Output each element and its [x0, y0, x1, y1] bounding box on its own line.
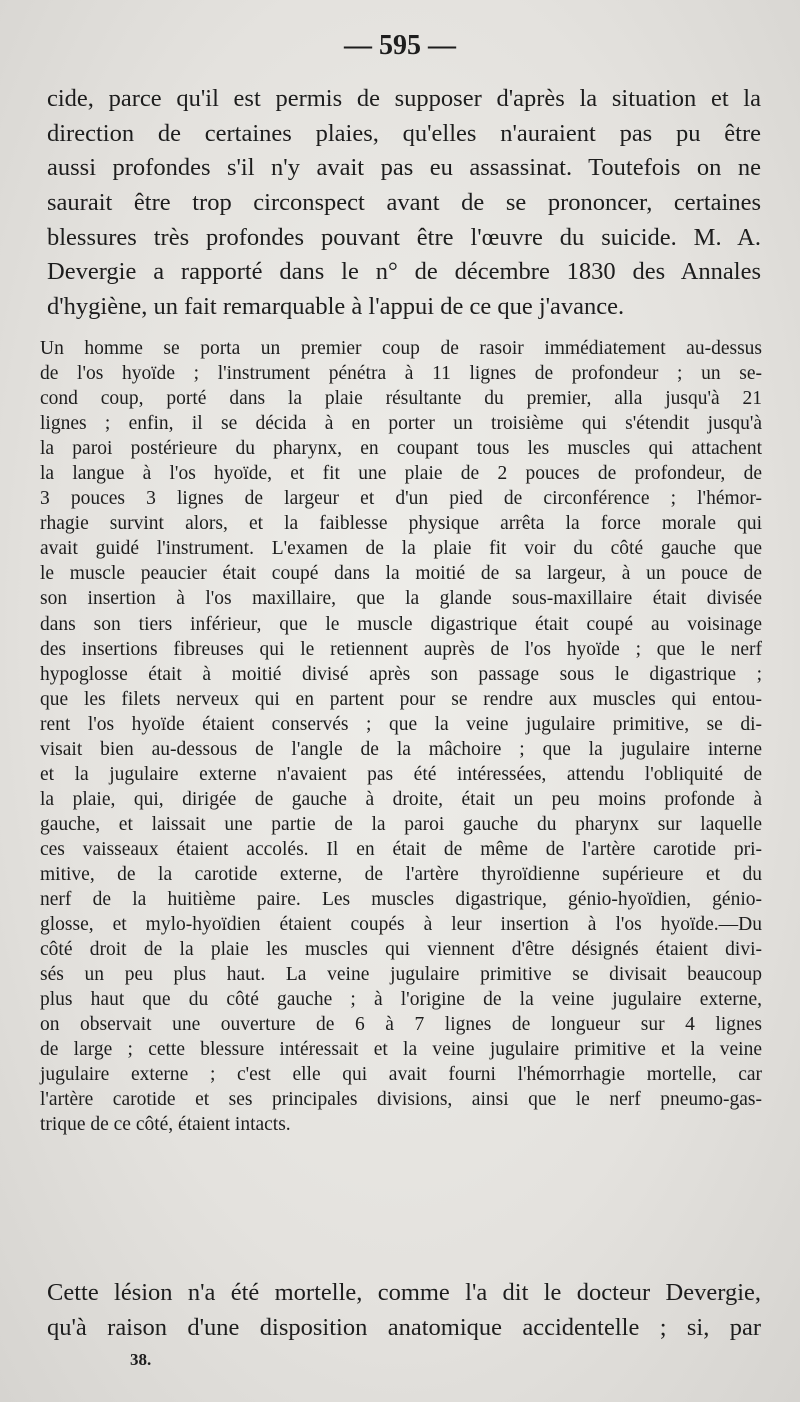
quote-line: Un homme se porta un premier coup de rasoir immédiatement au-dessus — [40, 338, 762, 359]
page-number: — 595 — — [344, 30, 456, 61]
quote-line: avait guidé l'instrument. L'examen de la plaie fit voir du côté gauche que — [40, 538, 762, 560]
text-line: blessures très profondes pouvant être l'œuvre du suicide. M. A. — [47, 223, 761, 251]
quote-line: sés un peu plus haut. La veine jugulaire primitive se divisait beaucoup — [40, 964, 762, 986]
quote-line: la paroi postérieure du pharynx, en coupant tous les muscles qui attachent — [40, 438, 762, 460]
signature-mark: 38. — [130, 1350, 152, 1369]
quote-line: jugulaire externe ; c'est elle qui avait fourni l'hémorrhagie mortelle, car — [40, 1064, 762, 1086]
quote-line: l'artère carotide et ses principales divisions, ainsi que le nerf pneumo-gas- — [40, 1089, 762, 1111]
text-line: aussi profondes s'il n'y avait pas eu assassinat. Toutefois on ne — [47, 154, 761, 182]
quote-line: rent l'os hyoïde étaient conservés ; que la veine jugulaire primitive, se di- — [40, 713, 762, 735]
intro-paragraph — [47, 82, 761, 325]
text-line: qu'à raison d'une disposition anatomique accidentelle ; si, par — [47, 1313, 761, 1341]
quote-line: des insertions fibreuses qui le retiennent auprès de l'os hyoïde ; que le nerf — [40, 638, 762, 660]
quote-line: son insertion à l'os maxillaire, que la glande sous-maxillaire était divisée — [40, 588, 762, 610]
quote-line: on observait une ouverture de 6 à 7 lignes de longueur sur 4 lignes — [40, 1014, 762, 1036]
quote-line: le muscle peaucier était coupé dans la moitié de sa largeur, à un pouce de — [40, 563, 762, 585]
text-line: d'hygiène, un fait remarquable à l'appui de ce que j'avance. — [47, 293, 625, 321]
case-report-quote — [40, 336, 762, 1138]
quote-line: glosse, et mylo-hyoïdien étaient coupés à leur insertion à l'os hyoïde.—Du — [40, 914, 762, 936]
quote-line: nerf de la huitième paire. Les muscles digastrique, génio-hyoïdien, génio- — [40, 889, 762, 911]
text-line: cide, parce qu'il est permis de supposer d'après la situation et la — [47, 85, 761, 112]
quote-line: la plaie, qui, dirigée de gauche à droite, était un peu moins profonde à — [40, 788, 762, 810]
quote-line: de l'os hyoïde ; l'instrument pénétra à 11 lignes de profondeur ; un se- — [40, 363, 762, 385]
quote-line: trique de ce côté, étaient intacts. — [40, 1114, 291, 1136]
text-line: direction de certaines plaies, qu'elles n'auraient pas pu être — [47, 119, 761, 147]
text-line: Cette lésion n'a été mortelle, comme l'a dit le docteur Devergie, — [47, 1279, 761, 1306]
quote-line: plus haut que du côté gauche ; à l'origine de la veine jugulaire externe, — [40, 989, 762, 1011]
quote-line: hypoglosse était à moitié divisé après son passage sous le digastrique ; — [40, 663, 762, 685]
quote-line: de large ; cette blessure intéressait et la veine jugulaire primitive et la veine — [40, 1039, 762, 1061]
quote-line: 3 pouces 3 lignes de largeur et d'un pied de circonférence ; l'hémor- — [40, 488, 762, 510]
text-line: saurait être trop circonspect avant de se prononcer, certaines — [47, 189, 761, 217]
quote-line: et la jugulaire externe n'avaient pas été intéressées, attendu l'obliquité de — [40, 763, 762, 785]
quote-line: gauche, et laissait une partie de la paroi gauche du pharynx sur laquelle — [40, 813, 762, 835]
quote-line: visait bien au-dessous de l'angle de la mâchoire ; que la jugulaire interne — [40, 738, 762, 760]
quote-line: que les filets nerveux qui en partent pour se rendre aux muscles qui entou- — [40, 688, 762, 710]
quote-line: dans son tiers inférieur, que le muscle digastrique était coupé au voisinage — [40, 613, 762, 635]
quote-line: la langue à l'os hyoïde, et fit une plaie de 2 pouces de profondeur, de — [40, 463, 762, 485]
text-line: Devergie a rapporté dans le n° de décembre 1830 des Annales — [47, 258, 761, 286]
quote-line: ces vaisseaux étaient accolés. Il en était de même de l'artère carotide pri- — [40, 838, 762, 860]
quote-line: mitive, de la carotide externe, de l'artère thyroïdienne supérieure et du — [40, 863, 762, 885]
quote-line: rhagie survint alors, et la faiblesse physique arrêta la force morale qui — [40, 513, 762, 535]
quote-line: lignes ; enfin, il se décida à en porter un troisième qui s'étendit jusqu'à — [40, 413, 762, 435]
quote-line: côté droit de la plaie les muscles qui viennent d'être désignés étaient divi- — [40, 939, 762, 961]
closing-paragraph — [47, 1276, 761, 1345]
quote-line: cond coup, porté dans la plaie résultante du premier, alla jusqu'à 21 — [40, 388, 762, 410]
